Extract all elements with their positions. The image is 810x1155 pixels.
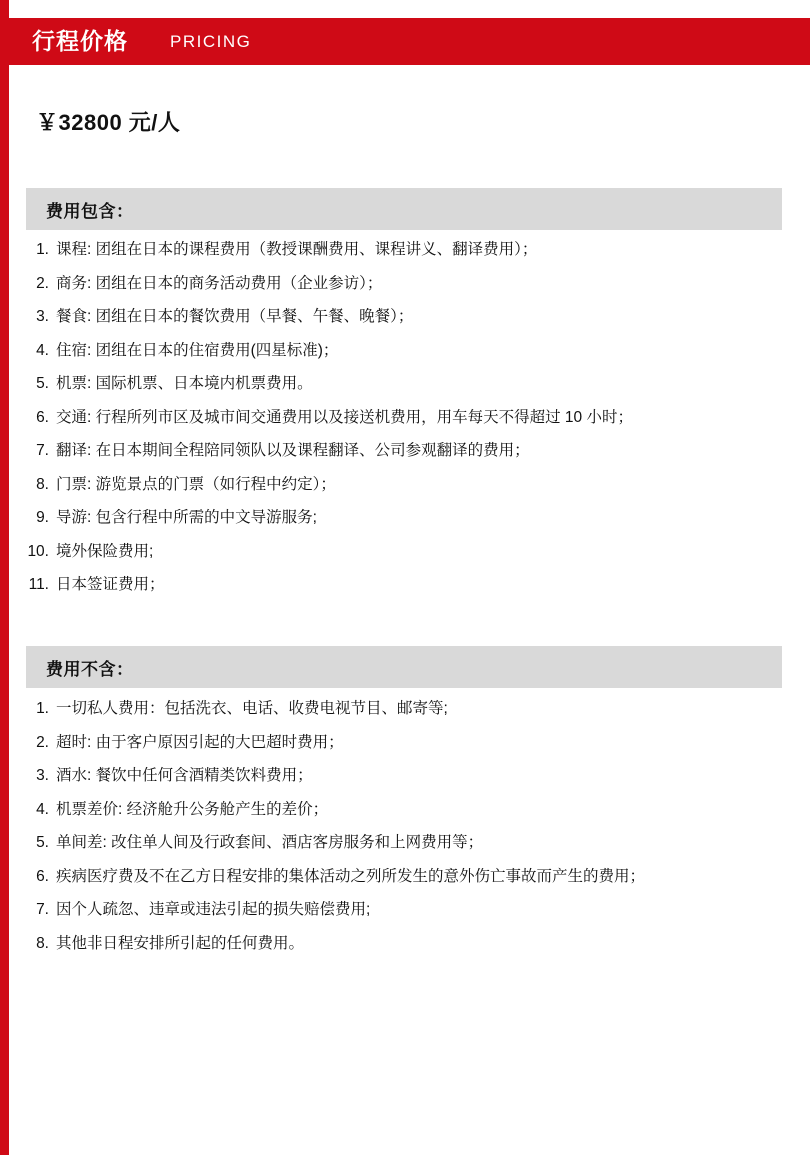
list-item-text: 日本签证费用； xyxy=(56,576,165,594)
list-item-number: 3. xyxy=(36,767,49,785)
list-item-text: 因个人疏忽、违章或违法引起的损失赔偿费用; xyxy=(56,901,371,919)
list-item-text: 导游: 包含行程中所需的中文导游服务; xyxy=(56,509,317,527)
excluded-list xyxy=(26,697,796,965)
page-header xyxy=(9,18,810,65)
list-item xyxy=(26,932,796,956)
list-item xyxy=(26,305,796,329)
list-item-text: 境外保险费用; xyxy=(56,542,154,560)
list-item-text: 其他非日程安排所引起的任何费用。 xyxy=(56,934,305,952)
list-item-text: 一切私人费用：包括洗衣、电话、收费电视节目、邮寄等; xyxy=(56,700,448,717)
list-item-number: 1. xyxy=(36,700,49,717)
section-title-included: 费用包含： xyxy=(46,201,134,221)
list-item xyxy=(26,764,796,788)
list-item xyxy=(26,865,796,889)
list-item xyxy=(26,697,796,721)
page-title-en: PRICING xyxy=(170,32,252,51)
list-item-number: 5. xyxy=(36,834,49,852)
included-list xyxy=(26,238,796,607)
list-item-text: 商务: 团组在日本的商务活动费用（企业参访）； xyxy=(56,274,383,292)
list-item xyxy=(26,540,796,564)
list-item-text: 机票差价: 经济舱升公务舱产生的差价； xyxy=(56,800,329,818)
list-item xyxy=(26,372,796,396)
list-item-number: 1. xyxy=(36,241,49,258)
list-item xyxy=(26,731,796,755)
list-item-text: 酒水: 餐饮中任何含酒精类饮料费用； xyxy=(56,767,313,785)
list-item-text: 住宿: 团组在日本的住宿费用(四星标准)； xyxy=(56,341,339,359)
list-item xyxy=(26,238,796,262)
list-item-number: 3. xyxy=(36,308,49,326)
list-item-text: 翻译: 在日本期间全程陪同领队以及课程翻译、公司参观翻译的费用； xyxy=(56,442,530,460)
price-value: ￥32800 元/人 xyxy=(36,110,181,135)
left-accent-bar xyxy=(0,0,9,1155)
list-item-number: 11. xyxy=(28,576,49,594)
list-item-text: 餐食: 团组在日本的餐饮费用（早餐、午餐、晚餐）； xyxy=(56,308,414,326)
list-item-number: 6. xyxy=(36,867,49,885)
list-item-number: 4. xyxy=(36,800,49,818)
list-item xyxy=(26,473,796,497)
list-item-number: 7. xyxy=(36,442,49,460)
list-item-number: 6. xyxy=(36,408,49,426)
list-item-text: 疾病医疗费及不在乙方日程安排的集体活动之列所发生的意外伤亡事故而产生的费用； xyxy=(56,867,646,885)
list-item-text: 机票: 国际机票、日本境内机票费用。 xyxy=(56,375,313,393)
list-item xyxy=(26,573,796,597)
list-item xyxy=(26,798,796,822)
list-item xyxy=(26,339,796,363)
list-item-number: 4. xyxy=(36,341,49,359)
list-item-number: 2. xyxy=(36,733,49,751)
section-header-included xyxy=(26,188,782,230)
list-item-number: 9. xyxy=(36,509,49,527)
list-item-number: 2. xyxy=(36,274,49,292)
list-item xyxy=(26,406,796,430)
list-item xyxy=(26,898,796,922)
list-item-text: 交通: 行程所列市区及城市间交通费用以及接送机费用，用车每天不得超过 10 小时； xyxy=(56,408,633,426)
page-title-cn: 行程价格 xyxy=(32,28,128,54)
list-item-text: 课程: 团组在日本的课程费用（教授课酬费用、课程讲义、翻译费用）； xyxy=(56,241,538,258)
list-item-number: 10. xyxy=(27,542,49,560)
list-item-text: 超时: 由于客户原因引起的大巴超时费用； xyxy=(56,733,344,751)
section-header-excluded xyxy=(26,646,782,688)
list-item xyxy=(26,439,796,463)
list-item xyxy=(26,272,796,296)
list-item-text: 单间差: 改住单人间及行政套间、酒店客房服务和上网费用等； xyxy=(56,834,484,852)
list-item xyxy=(26,831,796,855)
section-title-excluded: 费用不含： xyxy=(46,659,134,679)
list-item-number: 8. xyxy=(36,475,49,493)
list-item-number: 8. xyxy=(36,934,49,952)
list-item-number: 5. xyxy=(36,375,49,393)
list-item-number: 7. xyxy=(36,901,49,919)
list-item-text: 门票: 游览景点的门票（如行程中约定）； xyxy=(56,475,336,493)
list-item xyxy=(26,506,796,530)
